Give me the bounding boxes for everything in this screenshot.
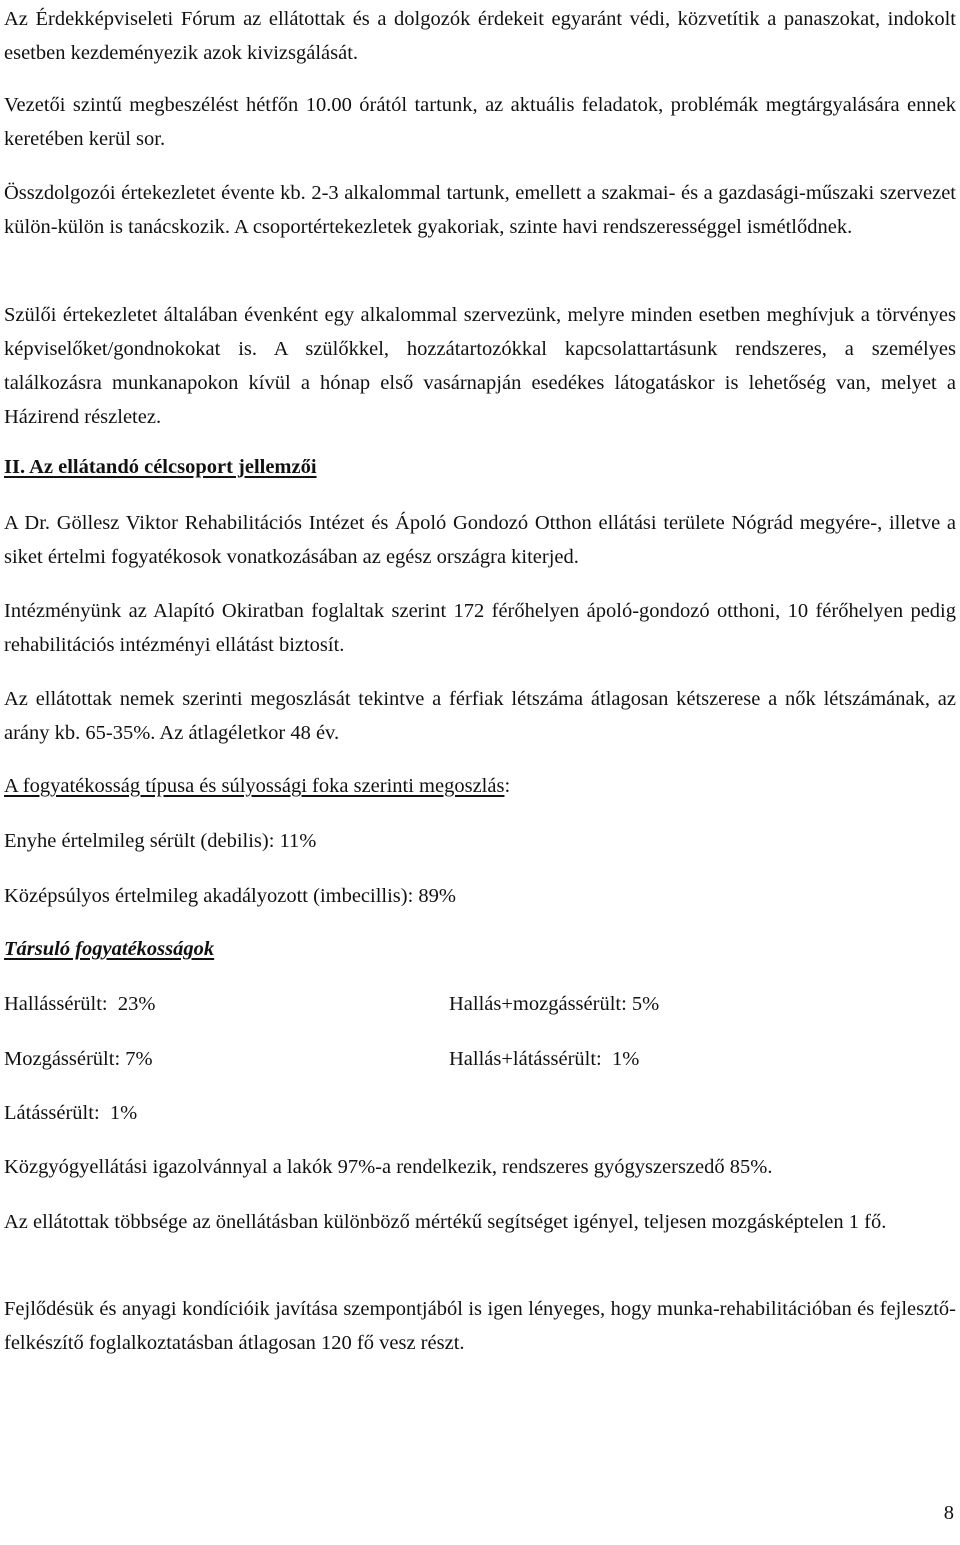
paragraph-parent-meeting: Szülői értekezletet általában évenként egy alkalommal szervezünk, melyre minden esetben meghívjuk a törvényes képviselőket/gondnokokat is. A szülőkkel, hozzátartozókkal kapcsolattartásunk rendszeres, a személyes találkozásra munkanapokon kívül a hónap első vasárnapján esedékes látogatáskor is lehetőség van, melyet a Házirend részletez.	[4, 304, 956, 428]
paragraph-health-card: Közgyógyellátási igazolvánnyal a lakók 97%-a rendelkezik, rendszeres gyógyszerszedő 85%.	[4, 1156, 773, 1178]
disability-hearing-vision: Hallás+látássérült: 1%	[449, 1048, 640, 1070]
paragraph-rehabilitation: Fejlődésük és anyagi kondícióik javítása szempontjából is igen lényeges, hogy munka-rehabilitációban és fejlesztő-felkészítő foglalkoztatásban átlagosan 120 fő vesz részt.	[4, 1298, 956, 1354]
associated-disabilities-heading: Társuló fogyatékosságok	[4, 938, 215, 960]
paragraph-moderate-disability: Középsúlyos értelmileg akadályozott (imbecillis): 89%	[4, 885, 457, 907]
paragraph-gender-distribution: Az ellátottak nemek szerinti megoszlását tekintve a férfiak létszáma átlagosan kétszerese a nők létszámának, az arány kb. 65-35%. Az átlagéletkor 48 év.	[4, 688, 956, 744]
section-heading: II. Az ellátandó célcsoport jellemzői	[4, 456, 317, 478]
disability-hearing-mobility: Hallás+mozgássérült: 5%	[449, 993, 660, 1015]
paragraph-service-area: A Dr. Göllesz Viktor Rehabilitációs Intézet és Ápoló Gondozó Otthon ellátási területe Nógrád megyére-, illetve a siket értelmi fogyatékosok vonatkozásában az egész országra kiterjed.	[4, 512, 956, 568]
paragraph-interest-forum: Az Érdekképviseleti Fórum az ellátottak és a dolgozók érdekeit egyaránt védi, közvetítik a panaszokat, indokolt esetben kezdeményezik azok kivizsgálását.	[4, 8, 956, 64]
disability-hearing: Hallássérült: 23%	[4, 993, 156, 1015]
disability-vision: Látássérült: 1%	[4, 1102, 138, 1124]
paragraph-mild-disability: Enyhe értelmileg sérült (debilis): 11%	[4, 830, 317, 852]
paragraph-self-care: Az ellátottak többsége az önellátásban különböző mértékű segítséget igényel, teljesen mozgásképtelen 1 fő.	[4, 1211, 887, 1233]
paragraph-staff-meeting: Összdolgozói értekezletet évente kb. 2-3 alkalommal tartunk, emellett a szakmai- és a gazdasági-műszaki szervezet külön-külön is tanácskozik. A csoportértekezletek gyakoriak, szinte havi rendszerességgel ismétlődnek.	[4, 182, 956, 238]
paragraph-disability-distribution-title	[4, 769, 956, 803]
page-number: 8	[943, 1502, 954, 1524]
paragraph-capacity: Intézményünk az Alapító Okiratban foglaltak szerint 172 férőhelyen ápoló-gondozó otthoni, 10 férőhelyen pedig rehabilitációs intézményi ellátást biztosít.	[4, 600, 956, 656]
disability-distribution-colon: :	[504, 775, 511, 797]
disability-distribution-title: A fogyatékosság típusa és súlyossági foka szerinti megoszlás	[4, 775, 505, 797]
paragraph-management-meeting: Vezetői szintű megbeszélést hétfőn 10.00 órától tartunk, az aktuális feladatok, problémák megtárgyalására ennek keretében kerül sor.	[4, 94, 956, 150]
disability-mobility: Mozgássérült: 7%	[4, 1048, 153, 1070]
